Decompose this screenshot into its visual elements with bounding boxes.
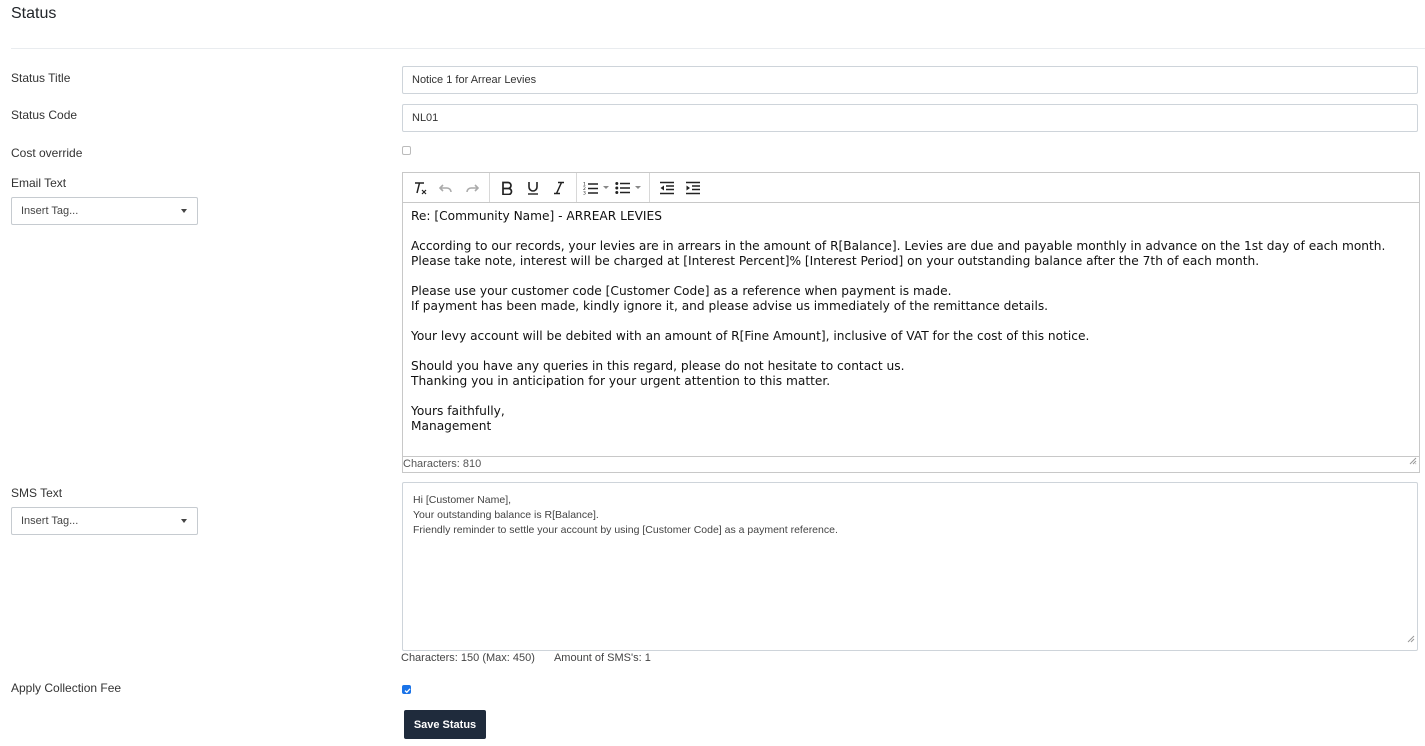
cost-override-label: Cost override [11,146,83,160]
sms-line: Your outstanding balance is R[Balance]. [413,509,599,521]
email-line: Yours faithfully, [411,404,505,418]
email-line: According to our records, your levies are in arrears in the amount of R[Balance]. Levies are due and payable monthly in advance on the 1st day of each month. [411,239,1386,253]
sms-text-label: SMS Text [11,486,63,500]
chevron-down-icon [181,209,187,213]
email-text-label: Email Text [11,176,67,190]
underline-icon[interactable] [520,177,546,199]
email-insert-tag-select[interactable] [11,197,198,225]
email-line [411,344,1411,359]
email-line [411,269,1411,284]
outdent-icon[interactable] [654,177,680,199]
chevron-down-icon [181,519,187,523]
resize-grip-icon[interactable] [1407,633,1415,648]
status-title-input[interactable] [402,66,1418,94]
bold-icon[interactable] [494,177,520,199]
status-code-label: Status Code [11,108,78,122]
status-title-label: Status Title [11,71,71,85]
email-line [411,224,1411,239]
chevron-down-icon[interactable] [635,186,641,189]
numbered-list-icon[interactable] [581,177,601,199]
numbered-list-split[interactable] [581,177,613,199]
email-editor [402,172,1420,473]
sms-insert-tag-select[interactable] [11,507,198,535]
sms-textarea[interactable] [402,482,1418,651]
email-line: Management [411,419,492,433]
redo-icon[interactable] [459,177,485,199]
bullet-list-split[interactable] [613,177,645,199]
email-line [411,314,1411,329]
svg-text:2: 2 [583,186,586,192]
apply-collection-fee-label: Apply Collection Fee [11,681,122,695]
sms-meta [401,652,651,664]
editor-toolbar [403,173,1419,203]
toolbar-group-lists [577,173,650,202]
email-line: If payment has been made, kindly ignore it, and please advise us immediately of the remittance details. [411,299,1049,313]
resize-grip-icon[interactable] [1409,455,1417,470]
clear-format-icon[interactable] [407,177,433,199]
chevron-down-icon[interactable] [603,186,609,189]
editor-statusbar [403,456,1419,472]
header-divider [11,48,1425,49]
undo-icon[interactable] [433,177,459,199]
sms-insert-tag-value: Insert Tag... [21,515,79,527]
email-line: Please take note, interest will be charged at [Interest Percent]% [Interest Period] on your outstanding balance after the 7th of each month. [411,254,1260,268]
status-code-input[interactable] [402,104,1418,132]
email-line: Thanking you in anticipation for your urgent attention to this matter. [411,374,831,388]
toolbar-group-history [403,173,490,202]
email-insert-tag-value: Insert Tag... [21,205,79,217]
email-body-content[interactable] [411,209,1411,434]
sms-line: Hi [Customer Name], [413,494,512,506]
check-icon [403,686,412,695]
sms-char-count: Characters: 150 (Max: 450) [401,652,535,664]
bullet-list-icon[interactable] [613,177,633,199]
email-line: Re: [Community Name] - ARREAR LEVIES [411,209,662,223]
email-char-count: Characters: 810 [403,458,482,470]
italic-icon[interactable] [546,177,572,199]
indent-icon[interactable] [680,177,706,199]
email-line: Please use your customer code [Customer Code] as a reference when payment is made. [411,284,952,298]
email-line: Your levy account will be debited with an amount of R[Fine Amount], inclusive of VAT for the cost of this notice. [411,329,1090,343]
sms-line: Friendly reminder to settle your account by using [Customer Code] as a payment reference. [413,524,838,536]
page-title: Status [11,5,57,22]
email-line: Should you have any queries in this regard, please do not hesitate to contact us. [411,359,905,373]
svg-text:1: 1 [583,182,586,187]
cost-override-checkbox[interactable] [402,146,411,155]
sms-amount: Amount of SMS's: 1 [553,652,651,664]
svg-text:3: 3 [583,191,586,195]
toolbar-group-indent [650,173,710,202]
toolbar-group-format [490,173,577,202]
email-line [411,389,1411,404]
save-status-button[interactable]: Save Status [404,710,486,739]
apply-collection-fee-checkbox[interactable] [402,685,411,694]
